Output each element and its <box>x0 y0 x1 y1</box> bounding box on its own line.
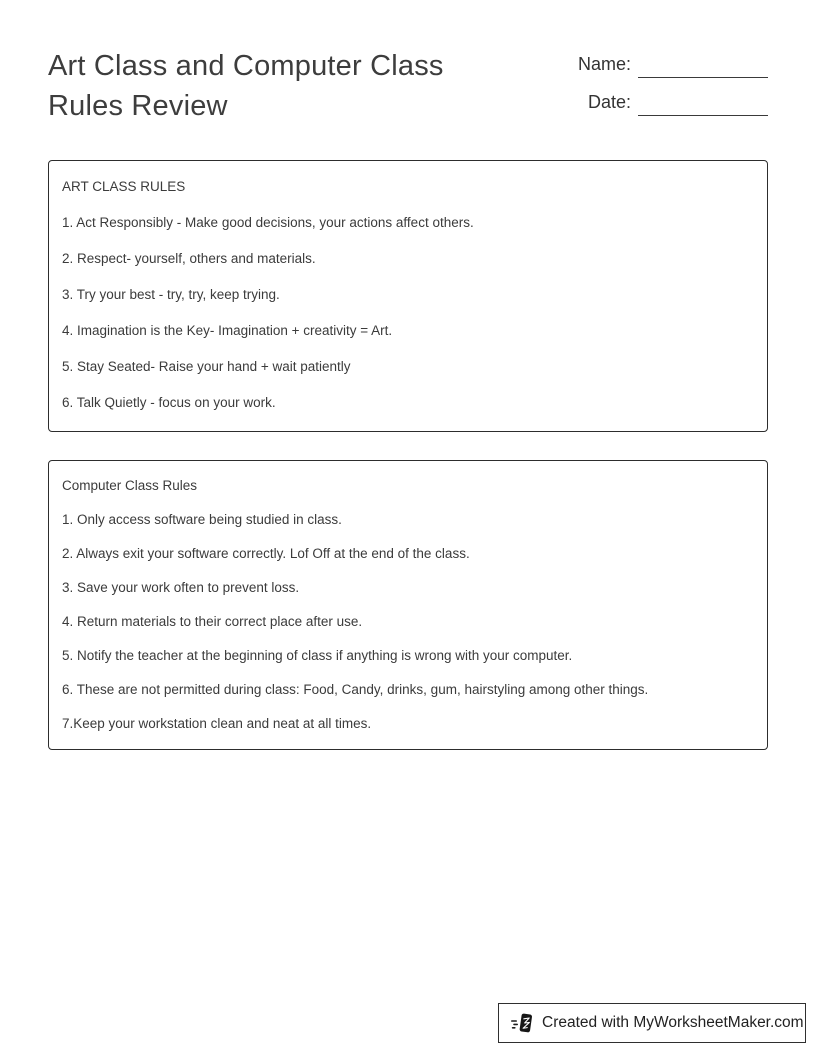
rule-item: 1. Act Responsibly - Make good decisions, your actions affect others. <box>62 215 474 230</box>
date-blank-line <box>638 92 768 116</box>
rule-item: 6. Talk Quietly - focus on your work. <box>62 395 276 410</box>
name-label: Name: <box>577 54 631 74</box>
credit-text: Created with MyWorksheetMaker.com <box>542 1014 804 1031</box>
name-row <box>578 50 768 78</box>
rule-item: 3. Try your best - try, try, keep trying. <box>62 287 280 302</box>
page-title-line-1: Art Class and Computer Class <box>48 50 444 82</box>
rule-item: 4. Imagination is the Key- Imagination + creativity = Art. <box>62 323 393 338</box>
credit-badge <box>498 1003 806 1043</box>
date-label: Date: <box>587 92 631 112</box>
section-heading: Computer Class Rules <box>62 478 198 493</box>
section-heading: ART CLASS RULES <box>62 179 186 194</box>
computer-class-rules-box <box>48 460 768 750</box>
page-title <box>48 46 444 126</box>
rule-item: 6. These are not permitted during class: Food, Candy, drinks, gum, hairstyling among other things. <box>62 682 649 697</box>
rule-item: 3. Save your work often to prevent loss. <box>62 580 300 595</box>
flying-worksheet-icon <box>511 1012 534 1035</box>
name-date-block <box>578 50 768 116</box>
date-row <box>578 88 768 116</box>
rule-item: 5. Notify the teacher at the beginning of class if anything is wrong with your computer. <box>62 648 573 663</box>
rule-item: 4. Return materials to their correct place after use. <box>62 614 363 629</box>
rule-item: 5. Stay Seated- Raise your hand + wait patiently <box>62 359 351 374</box>
page-title-line-2: Rules Review <box>48 90 228 122</box>
art-class-rules-box <box>48 160 768 432</box>
rule-item: 1. Only access software being studied in class. <box>62 512 342 527</box>
rule-item: 2. Always exit your software correctly. Lof Off at the end of the class. <box>62 546 470 561</box>
name-blank-line <box>638 54 768 78</box>
rule-item: 2. Respect- yourself, others and materials. <box>62 251 316 266</box>
rule-item: 7.Keep your workstation clean and neat at all times. <box>62 716 372 731</box>
